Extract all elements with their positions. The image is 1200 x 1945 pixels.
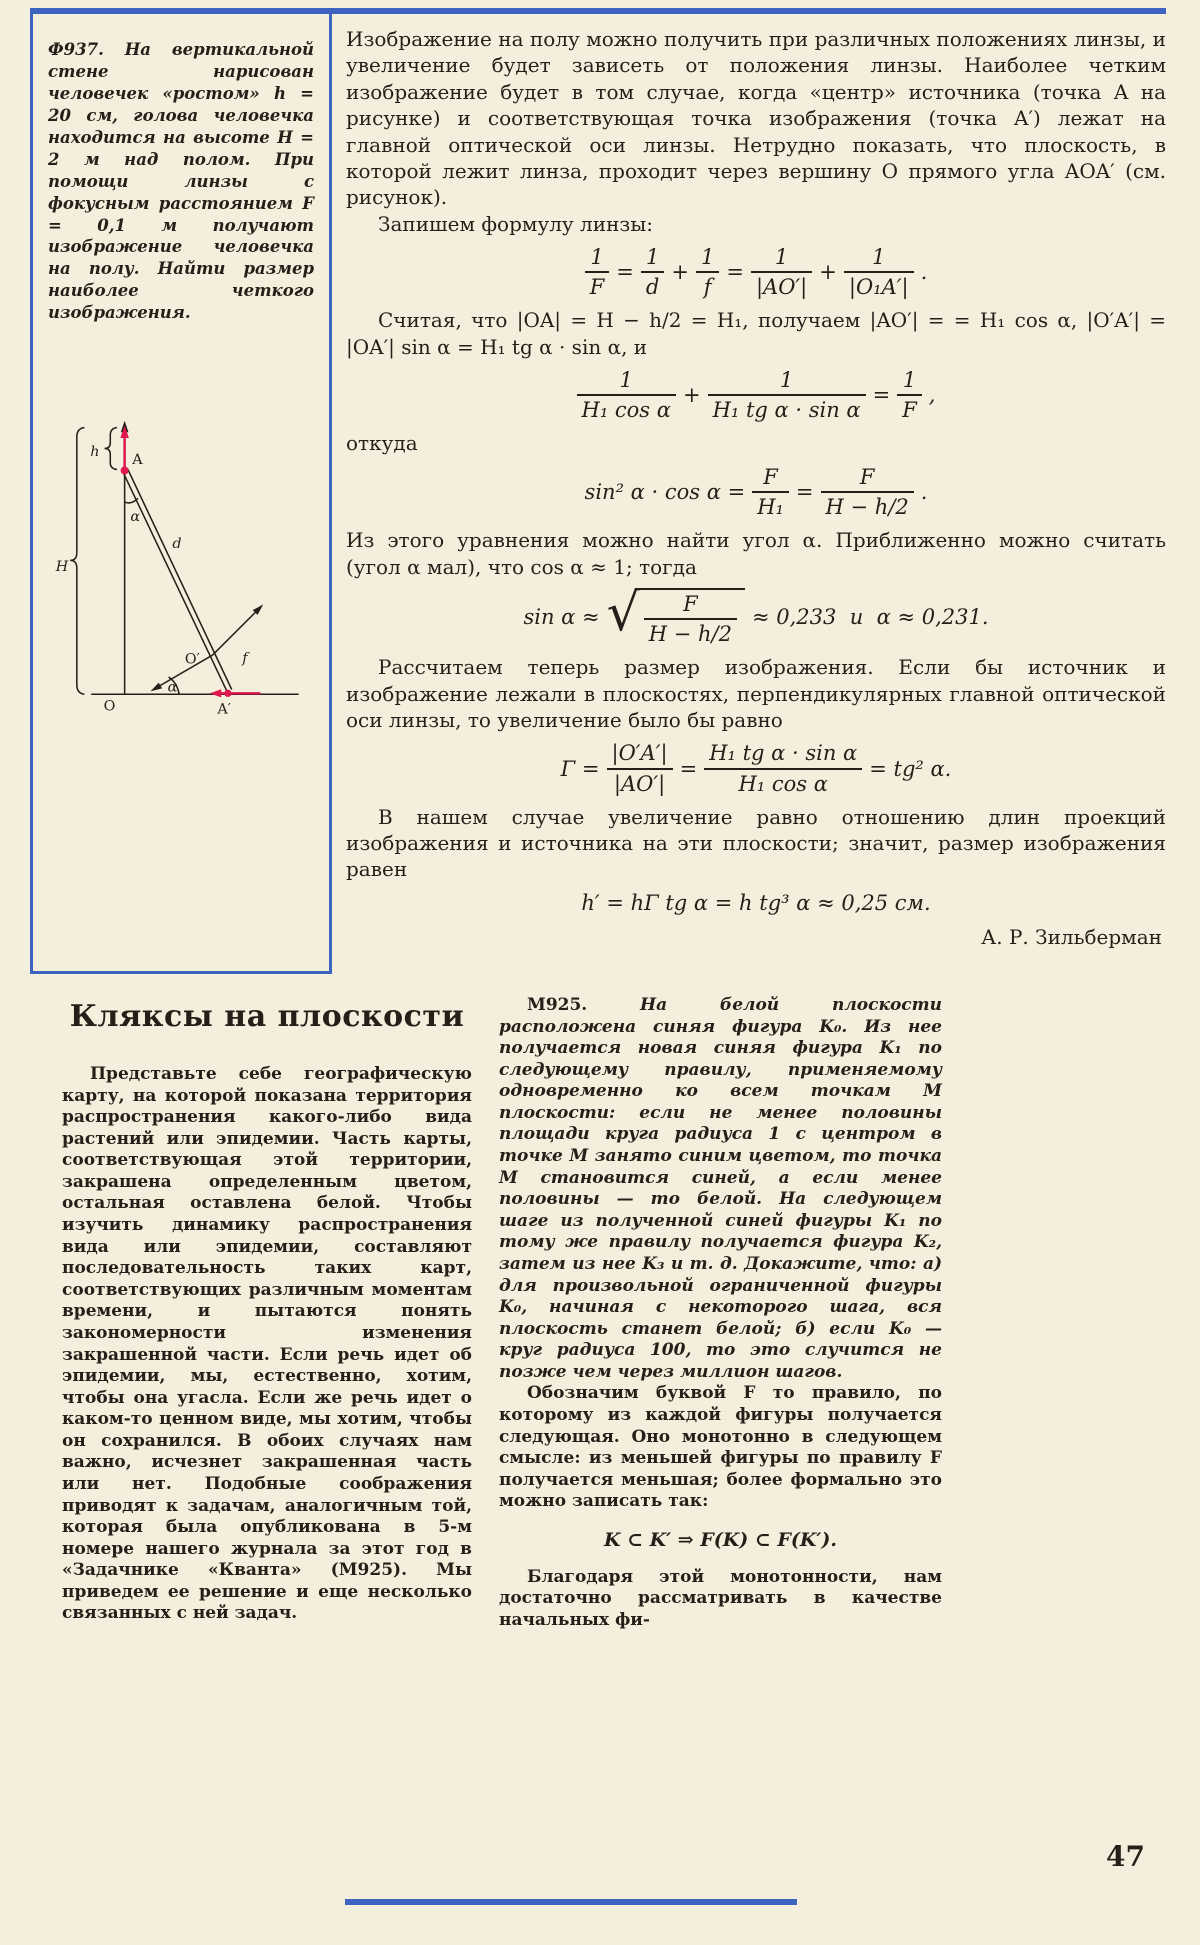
fraction: $\frac{|O'A'|}{|AO'|}$: [607, 741, 673, 795]
formula-token: +: [682, 383, 701, 408]
final-size-formula: [346, 891, 1166, 915]
formula-token: h′ = hΓ tg α = h tg³ α ≈ 0,25 см.: [581, 890, 931, 915]
formula-token: =: [679, 756, 698, 781]
sqrt-formula: [346, 583, 1166, 647]
beam-line-1: [123, 472, 228, 694]
problem-box: [30, 8, 332, 974]
square-root: [606, 583, 745, 647]
solution-paragraph-2: Запишем формулу линзы:: [378, 211, 653, 236]
fraction: $\frac{1}{f}$: [696, 245, 719, 299]
solution-paragraph-1: Изображение на полу можно получить при различных положениях линзы, и увеличение будет зависеть от положения линзы. Наиболее четким изображение будет в том случае, когда «центр» источника (точка A на рисунке) и соответствующая точка изображения (точка A′) лежат на главной оптической оси линзы. Нетрудно показать, что плоскость, в которой лежит линза, проходит через вершину O прямого угла AOA′ (см. рисунок).: [346, 27, 1166, 210]
fraction: $\frac{1}{d}$: [641, 245, 664, 299]
fraction: $\frac{1}{F}$: [897, 368, 922, 422]
page-number: 47: [1106, 1840, 1145, 1873]
problem-statement: [48, 39, 314, 324]
solution-paragraph-6: Рассчитаем теперь размер изображения. Если бы источник и изображение лежали в плоскостях, перпендикулярных главной оптической оси линзы, то увеличение было бы равно: [346, 655, 1166, 732]
fraction: $\frac{1}{\text{H₁ cos α}}$: [577, 368, 676, 422]
formula-token: .: [920, 480, 928, 504]
fraction: $\frac{1}{|AO'|}$: [751, 245, 812, 299]
label-alpha-bottom: α: [167, 679, 178, 696]
fraction: $\frac{F}{H - h/2}$: [644, 592, 737, 646]
article-title: Кляксы на плоскости: [69, 999, 465, 1034]
problem-number: Ф937.: [48, 40, 104, 59]
fraction: $\frac{F}{H - h/2}$: [821, 465, 914, 519]
solution-paragraph-5: Из этого уравнения можно найти угол α. Приближенно можно считать (угол α мал), что cos α ≈ 1; тогда: [346, 528, 1166, 579]
m925-problem: [499, 995, 942, 1383]
focal-ray: [213, 608, 260, 655]
bottom-divider: [345, 1899, 797, 1905]
formula-token: = tg² α.: [869, 756, 952, 781]
beam-line-2: [127, 469, 231, 690]
inclusion-formula: K ⊂ K′ ⇒ F(K) ⊂ F(K′).: [603, 1528, 838, 1551]
sin-cos-formula: [346, 465, 1166, 519]
article-paragraph: Представьте себе географическую карту, на которой показана территория распространения какого-либо вида растений или эпидемии. Часть карты, соответствующая этой территории, закрашена определенным цветом, остальная оставлена белой. Чтобы изучить динамику распространения вида или эпидемии, составляют последовательность таких карт, соответствующих различным моментам времени, и пытаются понять закономерности изменения закрашенной части. Если речь идет об эпидемии, мы, естественно, хотим, чтобы она угасла. Если же речь идет о каком-то ценном виде, мы хотим, чтобы он сохранился. В обоих случаях нам важно, исчезнет закрашенная часть или нет. Подобные соображения приводят к задачам, аналогичным той, которая была опубликована в 5-м номере нашего журнала за этот год в «Задачнике «Кванта» (М925). Мы приведем ее решение и еще несколько связанных с ней задач.: [62, 1064, 472, 1624]
formula-token: =: [795, 480, 814, 504]
formula-token: Γ =: [560, 756, 600, 781]
formula-token: sin α ≈: [523, 605, 600, 630]
label-h: h: [90, 444, 100, 461]
continuation-paragraph: Благодаря этой монотонности, нам достаточно рассматривать в качестве начальных фи-: [499, 1566, 942, 1631]
formula-token: +: [671, 260, 689, 285]
fraction: $\frac{F}{\text{H₁}}$: [752, 465, 789, 519]
solution-column: [346, 26, 1166, 949]
formula-token: +: [819, 260, 837, 285]
label-a-prime: A′: [217, 701, 231, 718]
h-brace: [105, 428, 117, 470]
formula-token: ≈ 0,233 и α ≈ 0,231.: [751, 605, 989, 630]
refracted-ray: [153, 655, 212, 689]
fraction: $\frac{1}{F}$: [585, 245, 610, 299]
article-left-column: [62, 995, 472, 1632]
solution-paragraph-3: Считая, что |OA| = H − h/2 = H₁, получаем |AO′| = = H₁ cos α, |O′A′| = |OA′| sin α = H₁ tg α · sin α, и: [346, 308, 1166, 359]
formula-token: =: [726, 260, 744, 285]
lens-diagram: [48, 416, 316, 722]
m925-statement: На белой плоскости расположена синяя фигура K₀. Из нее получается новая синяя фигура K₁ по следующему правилу, применяемому одновременно ко всем точкам M плоскости: если не менее половины площади круга радиуса 1 с центром в точке M занято синим цветом, то точка M становится синей, а если менее половины — то белой. На следующем шаге из полученной синей фигуры K₁ по тому же правилу получается фигура K₂, затем из нее K₃ и т. д. Докажите, что: а) для произвольной ограниченной фигуры K₀, начиная с некоторого шага, вся плоскость станет белой; б) если K₀ — круг радиуса 100, то это случится не позже чем через миллион шагов.: [499, 995, 943, 1382]
label-f: f: [242, 650, 248, 667]
formula-token: ,: [928, 383, 936, 408]
author-signature: А. Р. Зильберман: [981, 924, 1162, 949]
label-point-a: A: [132, 452, 143, 468]
article-section: [62, 995, 942, 1632]
sum-formula: [346, 368, 1166, 422]
fraction: $\frac{1}{\text{H₁ tg α · sin α}}$: [708, 368, 866, 422]
label-o: O: [103, 698, 116, 715]
monotonicity-paragraph: Обозначим буквой F то правило, по которому из каждой фигуры получается следующая. Оно монотонно в следующем смысле: из меньшей фигуры по правилу F получается меньшая; более формально это можно записать так:: [499, 1383, 942, 1512]
solution-paragraph-4: откуда: [346, 431, 418, 456]
fraction: $\frac{\text{H₁ tg α · sin α}}{\text{H₁ cos α}}$: [704, 741, 862, 795]
solution-paragraph-7: В нашем случае увеличение равно отношению длин проекций изображения и источника на эти плоскости; значит, размер изображения равен: [346, 804, 1166, 882]
lens-formula: [346, 245, 1166, 299]
formula-token: sin² α · cos α =: [584, 480, 746, 504]
label-o-prime: O′: [184, 651, 200, 668]
label-d: d: [172, 536, 182, 553]
magnification-formula: [346, 741, 1166, 795]
refracted-arrowhead: [150, 683, 162, 692]
formula-token: .: [920, 260, 928, 285]
H-brace: [70, 428, 84, 695]
problem-body: На вертикальной стене нарисован человечек «ростом» h = 20 см, голова человечка находится на высоте H = 2 м над полом. При помощи линзы с фокусным расстоянием F = 0,1 м получают изображение человечка на полу. Найти размер наиболее четкого изображения.: [48, 40, 315, 323]
article-right-column: [499, 995, 942, 1632]
formula-token: =: [872, 383, 891, 408]
fraction: $\frac{1}{\text{|O₁A′|}}$: [844, 245, 914, 299]
label-alpha-top: α: [130, 509, 141, 526]
radical-sign: √: [606, 583, 640, 644]
label-H: H: [55, 559, 69, 576]
m925-number: М925.: [527, 995, 588, 1015]
formula-token: =: [616, 260, 634, 285]
